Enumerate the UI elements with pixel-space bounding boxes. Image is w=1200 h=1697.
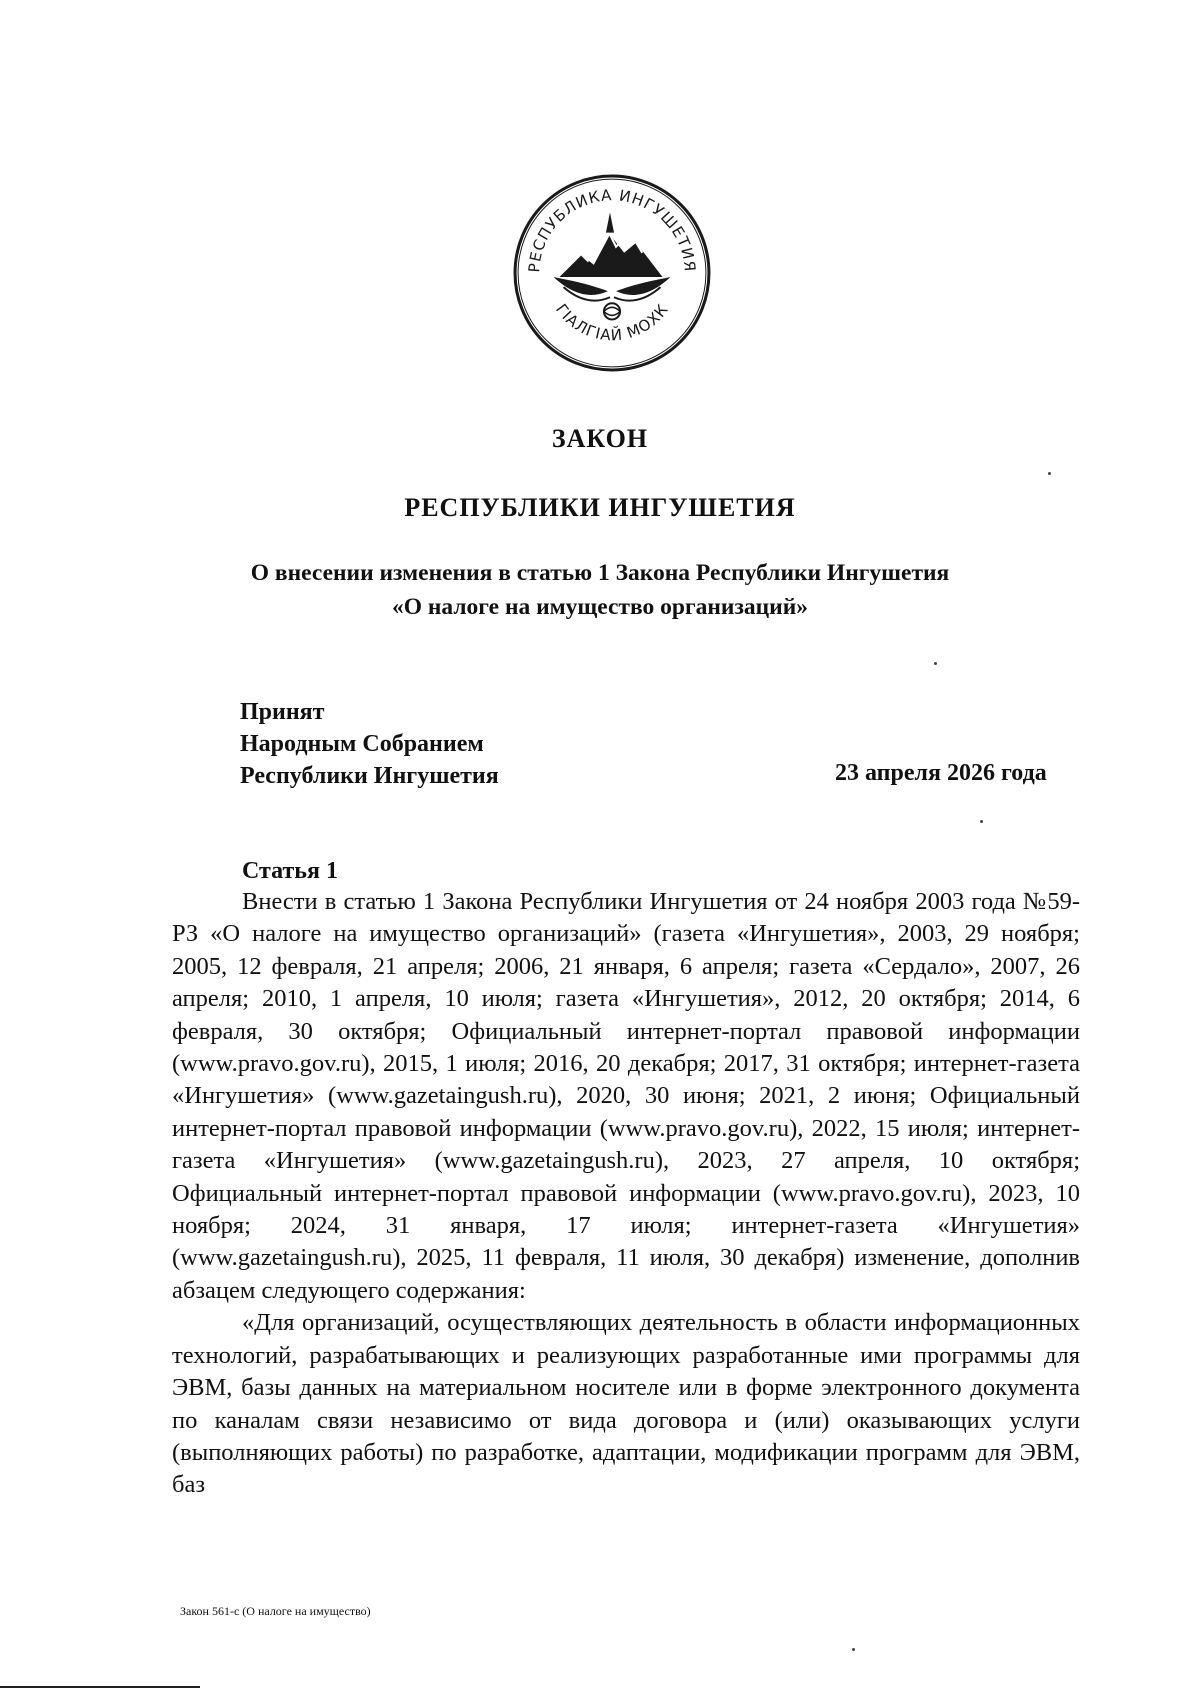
document-subtitle: РЕСПУБЛИКИ ИНГУШЕТИЯ [404,493,796,522]
law-name-line-2: «О налоге на имущество организаций» [391,594,809,620]
adoption-line-1: Принят [240,699,325,725]
scan-speck [852,1648,855,1651]
bottom-scan-rule [0,1686,200,1688]
footer-doc-reference: Закон 561-с (О налоге на имущество) [180,1604,371,1618]
seal-text-bottom: ГІАЛГІАЙ МОХК [552,300,673,345]
article-paragraph-2: «Для организаций, осуществляющих деятельность в области информационных технологий, разрабатывающих и реализующих разработанные ими программы для ЭВМ, базы данных на материальном носителе или в форме электронного документа по каналам связи независимо от вида договора и (или) оказывающих услуги (выполняющих работы) по разработке, адаптации, модификации программ для ЭВМ, баз [172,1309,1080,1499]
coat-of-arms-seal [511,172,713,374]
article-body [172,886,1080,1502]
law-name [0,556,1200,624]
scan-speck [934,662,937,665]
scan-speck [1048,472,1051,475]
adoption-date: 23 апреля 2026 года [835,760,1047,786]
adoption-block [240,696,499,792]
adoption-line-2: Народным Собранием [240,731,484,757]
adoption-line-3: Республики Ингушетия [240,763,499,789]
article-paragraph-1: Внести в статью 1 Закона Республики Ингушетия от 24 ноября 2003 года №59-РЗ «О налоге на имущество организаций» (газета «Ингушетия», 2003, 29 ноября; 2005, 12 февраля, 21 апреля; 2006, 21 января, 6 апреля; газета «Сердало», 2007, 26 апреля; 2010, 1 апреля, 10 июля; газета «Ингушетия», 2012, 20 октября; 2014, 6 февраля, 30 октября; Официальный интернет-портал правовой информации (www.pravo.gov.ru), 2015, 1 июля; 2016, 20 декабря; 2017, 31 октября; интернет-газета «Ингушетия» (www.gazetaingush.ru), 2020, 30 июня; 2021, 2 июня; Официальный интернет-портал правовой информации (www.pravo.gov.ru), 2022, 15 июля; интернет-газета «Ингушетия» (www.gazetaingush.ru), 2023, 27 апреля, 10 октября; Официальный интернет-портал правовой информации (www.pravo.gov.ru), 2023, 10 ноября; 2024, 31 января, 17 июля; интернет-газета «Ингушетия» (www.gazetaingush.ru), 2025, 11 февраля, 11 июля, 30 декабря) изменение, дополнив абзацем следующего содержания: [172,888,1080,1304]
seal-text-top: РЕСПУБЛИКА ИНГУШЕТИЯ [525,186,699,274]
article-heading: Статья 1 [242,858,338,884]
scan-speck [980,820,983,823]
document-title: ЗАКОН [551,424,649,453]
law-name-line-1: О внесении изменения в статью 1 Закона Республики Ингушетия [250,560,950,586]
